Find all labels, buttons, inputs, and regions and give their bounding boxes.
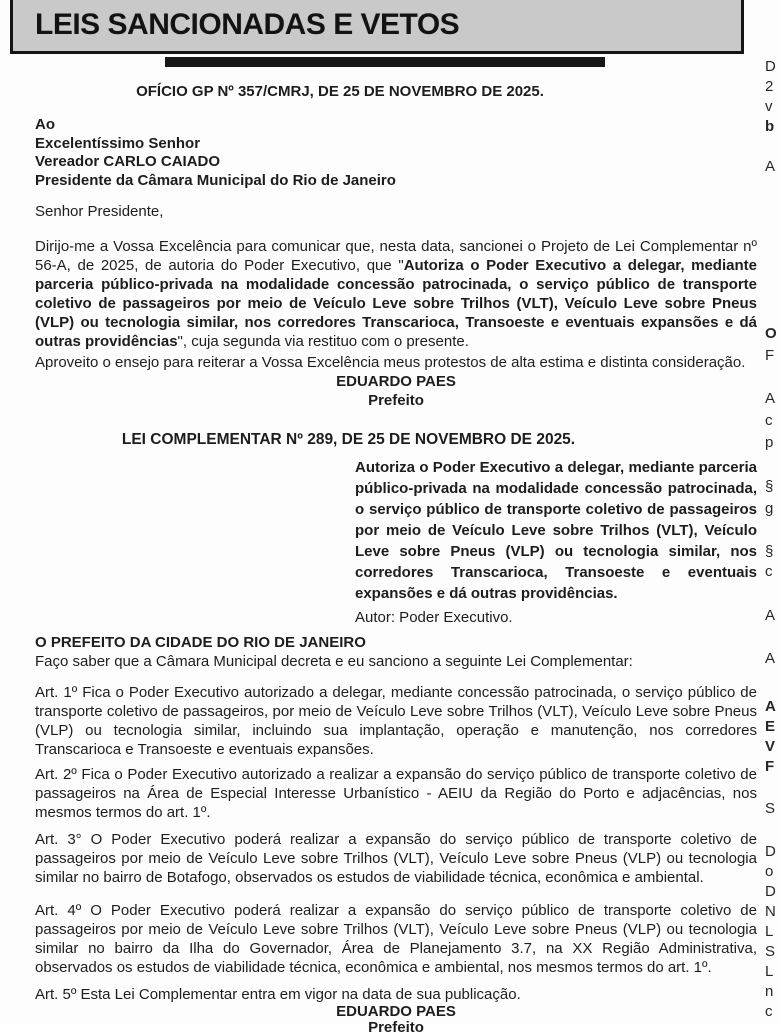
oficio-body-text-end: ", cuja segunda via restituo com o presente. [177, 333, 469, 350]
column-fragment-text: A [765, 698, 776, 715]
law-signature-name: EDUARDO PAES [336, 1003, 456, 1020]
column-fragment-text: D [765, 883, 776, 900]
oficio-signature-role: Prefeito [368, 392, 424, 409]
column-fragment-text: L [765, 923, 774, 940]
closing-paragraph: Aproveito o ensejo para reiterar a Vossa Excelência meus protestos de alta estima e distinta consideração. [35, 354, 746, 371]
column-fragment-text: § [765, 543, 774, 560]
column-fragment-text: F [765, 758, 775, 775]
column-fragment-text: A [765, 650, 776, 667]
addressee-line: Excelentíssimo Senhor [35, 134, 201, 152]
addressee-line: Presidente da Câmara Municipal do Rio de Janeiro [35, 171, 396, 189]
oficio-body-paragraph [35, 237, 757, 351]
column-fragment-text: L [765, 963, 774, 980]
adjacent-column-fragments [765, 0, 781, 1024]
addressee-line: Ao [35, 116, 55, 133]
main-column [35, 70, 757, 1036]
column-fragment-text: F [765, 347, 775, 364]
column-fragment-text: o [765, 863, 774, 880]
column-fragment-text: D [765, 58, 776, 75]
oficio-heading: OFÍCIO GP Nº 357/CMRJ, DE 25 DE NOVEMBRO DE 2025. [136, 83, 544, 100]
law-article-3: Art. 3° O Poder Executivo poderá realizar a expansão do serviço público de transporte coletivo de passageiros por meio de Veículo Leve sobre Trilhos (VLT), Veículo Leve sobre Pneus (VLP) ou tecnologia similar no bairro de Botafogo, observados os estudos de viabilidade técnica, econômica e ambiental. [35, 831, 757, 886]
salutation: Senhor Presidente, [35, 203, 164, 220]
section-banner [10, 0, 744, 54]
column-fragment-text: n [765, 983, 774, 1000]
column-fragment-text: N [765, 903, 776, 920]
column-fragment-text: E [765, 718, 776, 735]
law-ementa: Autoriza o Poder Executivo a delegar, mediante parceria público-privada na modalidade concessão patrocinada, o serviço público de transporte coletivo de passageiros por meio de Veículo Leve sobre Trilhos (VLT), Veículo Leve sobre Pneus (VLP) ou tecnologia similar, nos corredores Transcarioca, Transoeste e eventuais expansões e dá outras providências. [355, 459, 757, 602]
column-fragment-text: A [765, 158, 776, 175]
column-fragment-text: c [765, 412, 773, 429]
banner-shadow-bar [165, 57, 605, 67]
law-signature-role: Prefeito [368, 1019, 424, 1036]
law-article-4: Art. 4º O Poder Executivo poderá realizar a expansão do serviço público de transporte coletivo de passageiros por meio de Veículo Leve sobre Trilhos (VLT), Veículo Leve sobre Pneus (VLP) ou tecnologia similar no bairro da Ilha do Governador, Área de Planejamento 3.7, na XX Região Administrativa, observados os estudos de viabilidade técnica, econômica e ambiental, nos mesmos termos do art. 1º. [35, 902, 757, 976]
section-banner-title: LEIS SANCIONADAS E VETOS [35, 8, 460, 41]
column-fragment-text: g [765, 500, 774, 517]
law-author-line: Autor: Poder Executivo. [355, 609, 513, 626]
column-fragment-text: c [765, 1003, 773, 1020]
column-fragment-text: S [765, 800, 776, 817]
column-fragment-text: p [765, 434, 774, 451]
law-article-1: Art. 1º Fica o Poder Executivo autorizado a delegar, mediante concessão patrocinada, o serviço público de transporte coletivo de passageiros, por meio de Veículo Leve sobre Trilhos (VLT), Veículo Leve sobre Pneus (VLP) ou tecnologia similar, incluindo sua implantação, operação e manutenção, nos corredores Transcarioca e Transoeste e eventuais expansões. [35, 684, 757, 758]
column-fragment-text: b [765, 118, 775, 135]
column-fragment-text: D [765, 843, 776, 860]
column-fragment-text: A [765, 390, 776, 407]
addressee-block [35, 116, 757, 190]
oficio-body-ementa-quote: Autoriza o Poder Executivo a delegar, mediante parceria público-privada na modalidade concessão patrocinada, o serviço público de transporte coletivo de passageiros por meio de Veículo Leve sobre Trilhos (VLT), Veículo Leve sobre Pneus (VLP) ou tecnologia similar, nos corredores Transcarioca, Transoeste e eventuais expansões e dá outras providências [35, 257, 757, 350]
law-article-5: Art. 5º Esta Lei Complementar entra em vigor na data de sua publicação. [35, 986, 521, 1003]
column-fragment-text: A [765, 607, 776, 624]
column-fragment-text: V [765, 738, 776, 755]
oficio-signature-name: EDUARDO PAES [336, 373, 456, 390]
law-heading: LEI COMPLEMENTAR Nº 289, DE 25 DE NOVEMBRO DE 2025. [121, 431, 576, 448]
addressee-line: Vereador CARLO CAIADO [35, 153, 221, 170]
law-preamble-text: Faço saber que a Câmara Municipal decreta e eu sanciono a seguinte Lei Complementar: [35, 653, 633, 670]
column-fragment-text: c [765, 563, 773, 580]
column-fragment-text: v [765, 98, 773, 115]
law-preamble-title: O PREFEITO DA CIDADE DO RIO DE JANEIRO [35, 634, 366, 651]
column-fragment-text: 2 [765, 78, 774, 95]
law-article-2: Art. 2º Fica o Poder Executivo autorizado a realizar a expansão do serviço público de transporte coletivo de passageiros na Área de Especial Interesse Urbanístico - AEIU da Região do Porto e adjacências, nos mesmos termos do art. 1º. [35, 766, 757, 821]
column-fragment-text: S [765, 943, 776, 960]
column-fragment-text: § [765, 478, 774, 495]
column-fragment-text: O [765, 325, 777, 342]
oficio-body-text: Dirijo-me a Vossa Excelência para comunicar que, nesta data, sancionei o Projeto de Lei Complementar nº 56-A, de 2025, de autoria do Poder Executivo, que " [35, 238, 757, 274]
